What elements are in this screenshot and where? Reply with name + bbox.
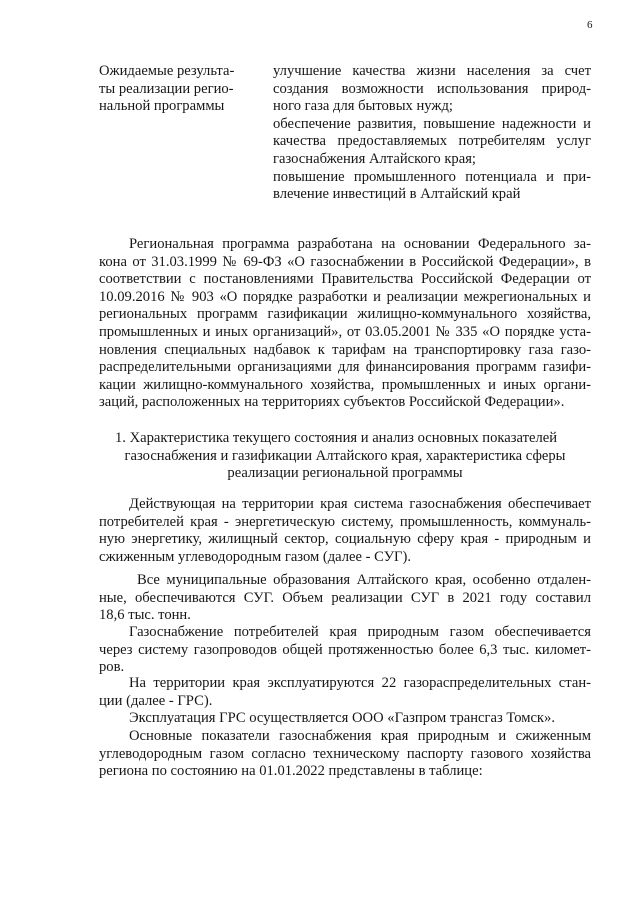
value-line: газоснабжения Алтайского края; — [273, 150, 476, 167]
paragraph-grs-count — [99, 675, 591, 710]
heading-line: 1. Характеристика текущего состояния и анализ основных показателей — [115, 430, 558, 446]
text-line: региональных программ газификации жилищно-коммунального хозяйства, — [99, 306, 591, 323]
text-line: кона от 31.03.1999 № 69-ФЗ «О газоснабжении в Российской Федерации», в — [99, 253, 591, 270]
text-line: 18,6 тыс. тонн. — [99, 607, 191, 624]
section-heading — [99, 430, 591, 483]
text-line: На территории края эксплуатируются 22 газораспределительных стан- — [129, 675, 591, 691]
text-line: сжиженным углеводородным газом (далее - СУГ). — [99, 548, 411, 565]
page-number: 6 — [587, 19, 593, 31]
value-line: создания возможности использования природ- — [273, 80, 591, 97]
text-line: ные, обеспечиваются СУГ. Объем реализации СУГ в 2021 году составил — [99, 589, 591, 606]
table-row-value — [273, 63, 591, 204]
text-line: потребителей края - энергетическую систему, промышленность, коммуналь- — [99, 513, 591, 530]
paragraph-lpg-volume — [99, 572, 591, 625]
label-line: ты реализации регио- — [99, 80, 234, 97]
value-line: ного газа для бытовых нужд; — [273, 98, 453, 115]
value-line: влечение инвестиций в Алтайский край — [273, 186, 521, 203]
intro-paragraph — [99, 236, 591, 412]
text-line: новления специальных надбавок к тарифам на транспортировку газа газо- — [99, 341, 591, 358]
text-line: Действующая на территории края система газоснабжения обеспечивает — [129, 496, 591, 512]
paragraph-supply-system — [99, 496, 591, 566]
paragraph-pipelines — [99, 624, 591, 677]
text-line: Газоснабжение потребителей края природным газом обеспечивается — [129, 624, 591, 640]
text-line: заций, расположенных на территориях субъектов Российской Федерации». — [99, 394, 565, 411]
text-line: кации жилищно-коммунального хозяйства, промышленных и иных органи- — [99, 376, 591, 393]
table-row-label — [99, 63, 269, 116]
label-line: нальной программы — [99, 98, 225, 115]
text-line: через систему газопроводов общей протяженностью более 6,3 тыс. километ- — [99, 641, 591, 658]
paragraph-grs-operator — [99, 710, 591, 728]
text-line: ров. — [99, 659, 125, 676]
text-line: 10.09.2016 № 903 «О порядке разработки и реализации межрегиональных и — [99, 288, 591, 305]
text-line: Региональная программа разработана на основании Федерального за- — [129, 236, 591, 252]
text-line: распределительными организациями для финансирования программ газифи- — [99, 359, 591, 376]
heading-line: реализации региональной программы — [227, 465, 463, 482]
heading-line: газоснабжения и газификации Алтайского края, характеристика сферы — [124, 447, 566, 464]
text-line: промышленных и иных организаций», от 03.05.2001 № 335 «О порядке уста- — [99, 323, 591, 340]
text-line: ции (далее - ГРС). — [99, 692, 213, 709]
text-line: соответствии с постановлениями Правительства Российской Федерации от — [99, 271, 591, 288]
value-line: обеспечение развития, повышение надежности и — [273, 115, 591, 132]
paragraph-indicators — [99, 728, 591, 781]
text-line: Все муниципальные образования Алтайского края, особенно отдален- — [137, 572, 591, 588]
label-line: Ожидаемые результа- — [99, 63, 235, 79]
text-line: Эксплуатация ГРС осуществляется ООО «Газпром трансгаз Томск». — [129, 710, 555, 726]
text-line: углеводородным газом согласно техническому паспорту газового хозяйства — [99, 745, 591, 762]
text-line: региона по состоянию на 01.01.2022 представлены в таблице: — [99, 763, 483, 780]
value-line: улучшение качества жизни населения за счет — [273, 63, 591, 79]
text-line: ную энергетику, жилищный сектор, социальную сферу края - природным и — [99, 531, 591, 548]
value-line: повышение промышленного потенциала и при- — [273, 168, 591, 185]
text-line: Основные показатели газоснабжения края природным и сжиженным — [129, 728, 591, 744]
value-line: качества предоставляемых потребителям услуг — [273, 133, 591, 150]
